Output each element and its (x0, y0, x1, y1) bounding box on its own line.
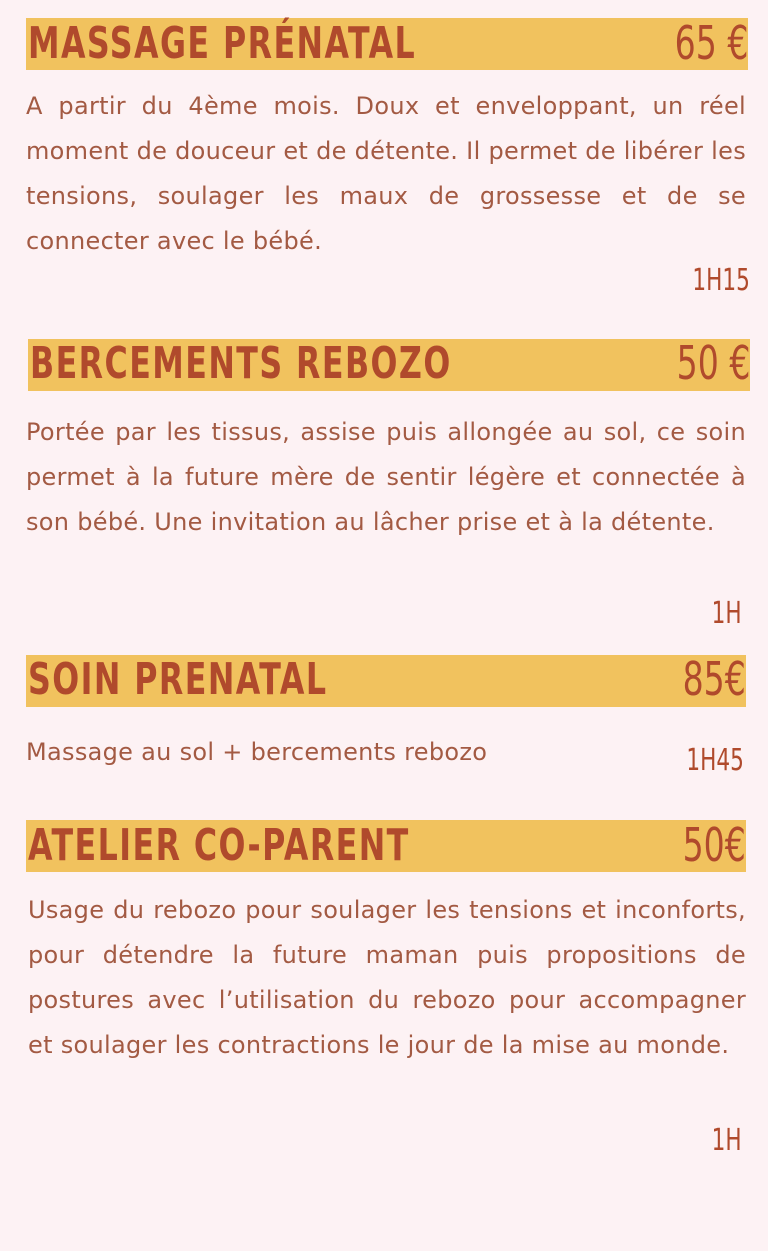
service-description: A partir du 4ème mois. Doux et enveloppant, un réel moment de douceur et de détente. Il permet de libérer les tensions, soulager les maux de grossesse et de se connecter avec le bébé. (26, 92, 746, 255)
service-duration: 1H15 (692, 263, 750, 298)
service-title: BERCEMENTS REBOZO (30, 338, 452, 389)
service-duration: 1H (712, 596, 742, 631)
service-title: MASSAGE PRÉNATAL (28, 18, 417, 69)
service-title: SOIN PRENATAL (28, 654, 328, 705)
service-price: 65 € (674, 16, 748, 70)
service-duration: 1H (712, 1123, 742, 1158)
service-price: 50€ (682, 818, 746, 872)
service-title: ATELIER CO-PARENT (28, 820, 410, 871)
service-price: 50 € (676, 336, 750, 390)
service-description: Massage au sol + bercements rebozo (26, 738, 488, 766)
service-description: Usage du rebozo pour soulager les tensions et inconforts, pour détendre la future maman puis propositions de postures avec l’utilisation du rebozo pour accompagner et soulager les contractions le jour de la mise au monde. (28, 896, 746, 1059)
service-duration: 1H45 (686, 743, 744, 778)
service-price: 85€ (682, 652, 746, 706)
service-description: Portée par les tissus, assise puis allongée au sol, ce soin permet à la future mère de sentir légère et connectée à son bébé. Une invitation au lâcher prise et à la détente. (26, 418, 746, 536)
